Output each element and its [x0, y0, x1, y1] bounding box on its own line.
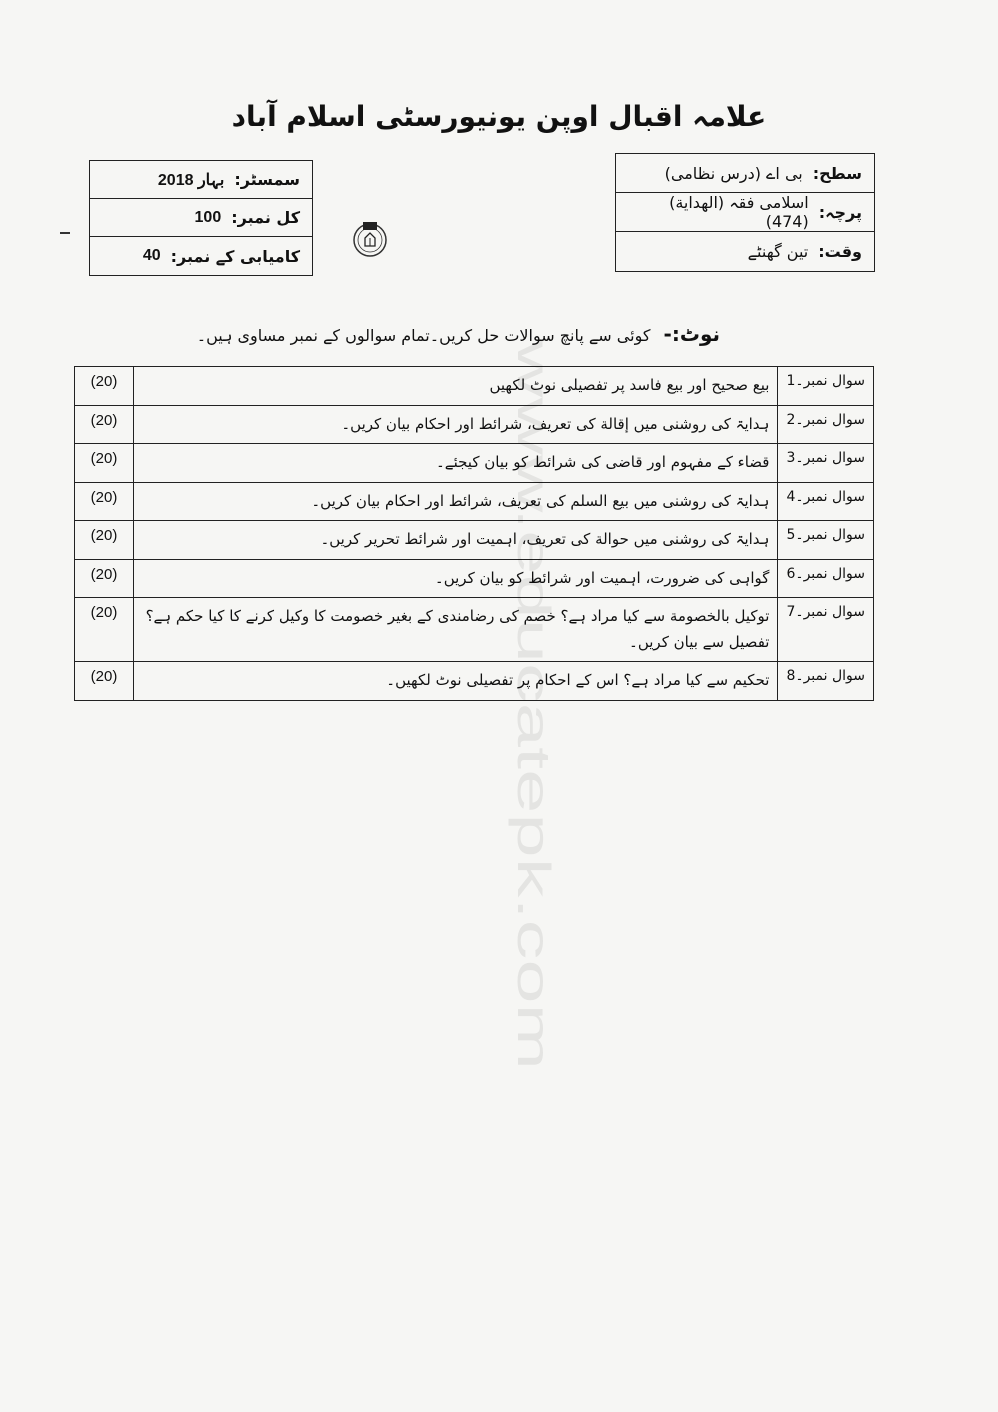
question-row [75, 405, 874, 444]
level-row [616, 154, 874, 193]
total-marks-value: 100 [194, 208, 222, 226]
question-number: سوال نمبر۔4 [778, 482, 874, 521]
question-row [75, 559, 874, 598]
question-marks: (20) [75, 559, 134, 598]
pass-marks-row [90, 237, 312, 275]
question-row [75, 444, 874, 483]
question-number: سوال نمبر۔5 [778, 521, 874, 560]
university-logo-icon [348, 216, 392, 260]
note-label: نوٹ:- [663, 322, 720, 346]
exam-info-box-left [89, 160, 313, 276]
question-number: سوال نمبر۔2 [778, 405, 874, 444]
question-text: ہدایۃ کی روشنی میں بیع السلم کی تعریف، شرائط اور احکام بیان کریں۔ [134, 482, 778, 521]
question-text: بیع صحیح اور بیع فاسد پر تفصیلی نوٹ لکھیں [134, 367, 778, 406]
pass-marks-label: کامیابی کے نمبر: [170, 246, 300, 266]
question-text: قضاء کے مفہوم اور قاضی کی شرائط کو بیان کیجئے۔ [134, 444, 778, 483]
paper-label: پرچہ: [818, 202, 862, 222]
level-label: سطح: [812, 163, 862, 183]
question-number: سوال نمبر۔6 [778, 559, 874, 598]
question-number: سوال نمبر۔8 [778, 662, 874, 701]
questions-table [74, 366, 874, 701]
question-marks: (20) [75, 444, 134, 483]
semester-label: سمسٹر: [234, 170, 300, 189]
question-row [75, 521, 874, 560]
total-marks-row [90, 199, 312, 237]
question-row [75, 598, 874, 662]
question-row [75, 367, 874, 406]
question-row [75, 662, 874, 701]
question-number: سوال نمبر۔3 [778, 444, 874, 483]
note-text: کوئی سے پانچ سوالات حل کریں۔تمام سوالوں کے نمبر مساوی ہیں۔ [196, 326, 651, 345]
question-row [75, 482, 874, 521]
pass-marks-value: 40 [142, 247, 161, 264]
total-marks-label: کل نمبر: [231, 208, 300, 227]
question-text: تحکیم سے کیا مراد ہے؟ اس کے احکام پر تفصیلی نوٹ لکھیں۔ [134, 662, 778, 701]
semester-value: بہار 2018 [157, 171, 225, 189]
time-row [616, 232, 874, 271]
semester-row [90, 161, 312, 199]
watermark-text: www.educatepk.com [508, 340, 560, 762]
question-text: ہدایۃ کی روشنی میں إقالة کی تعریف، شرائط اور احکام بیان کریں۔ [134, 405, 778, 444]
question-text: ہدایۃ کی روشنی میں حوالة کی تعریف، اہمیت اور شرائط تحریر کریں۔ [134, 521, 778, 560]
question-marks: (20) [75, 367, 134, 406]
instructions-note [80, 322, 720, 346]
university-title: علامہ اقبال اوپن یونیورسٹی اسلام آباد [231, 100, 767, 133]
time-value: تین گھنٹے [747, 242, 809, 261]
paper-value: اسلامی فقہ (الهداية) (474) [669, 193, 809, 231]
question-marks: (20) [75, 598, 134, 662]
question-marks: (20) [75, 662, 134, 701]
question-number: سوال نمبر۔7 [778, 598, 874, 662]
time-label: وقت: [818, 242, 862, 261]
question-text: توکیل بالخصومة سے کیا مراد ہے؟ خصم کی رضامندی کے بغیر خصومت کا وکیل کرنے کا کیا حکم ہے؟ تفصیل سے بیان کریں۔ [134, 598, 778, 662]
question-marks: (20) [75, 482, 134, 521]
question-number: سوال نمبر۔1 [778, 367, 874, 406]
level-value: بی اے (درس نظامی) [664, 163, 803, 183]
paper-row [616, 193, 874, 232]
question-marks: (20) [75, 405, 134, 444]
margin-mark [60, 232, 70, 234]
question-text: گواہی کی ضرورت، اہمیت اور شرائط کو بیان کریں۔ [134, 559, 778, 598]
question-marks: (20) [75, 521, 134, 560]
exam-info-box-right [615, 153, 875, 272]
